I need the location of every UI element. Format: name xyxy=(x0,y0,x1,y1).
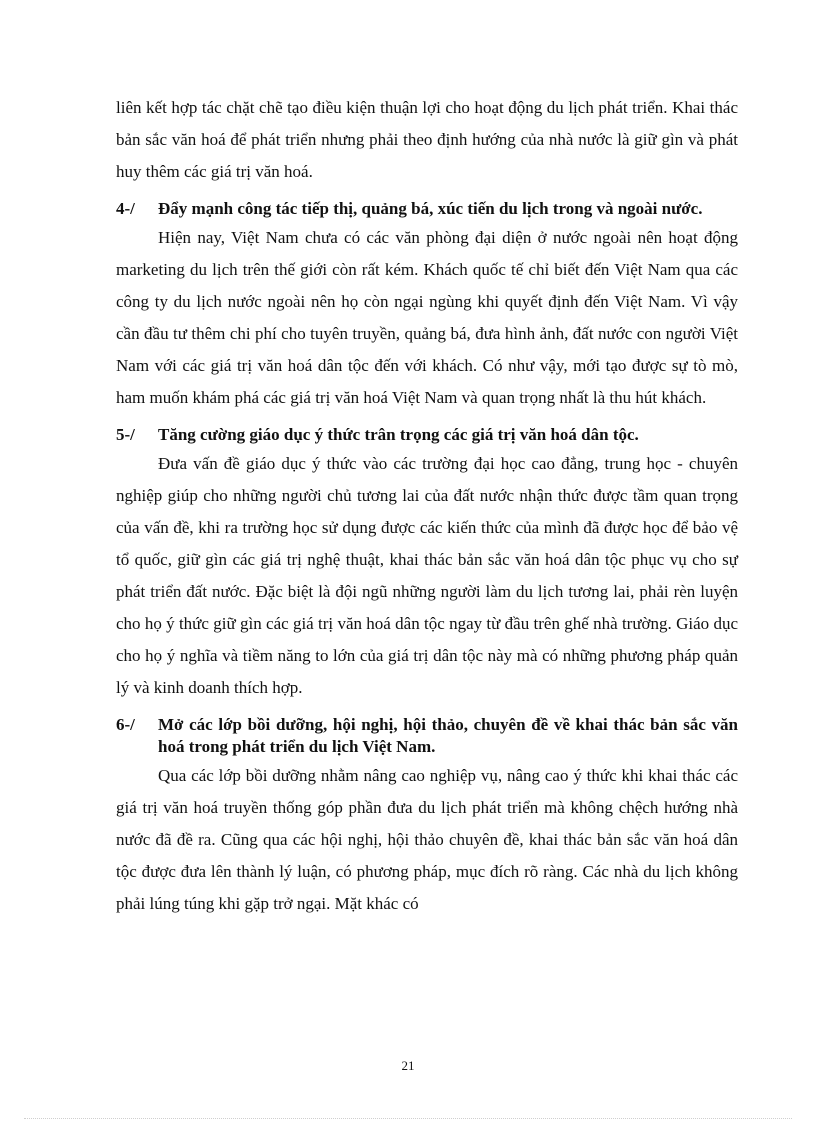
section-body-5: Đưa vấn đề giáo dục ý thức vào các trường đại học cao đẳng, trung học - chuyên nghiệp giúp cho những người chủ tương lai của đất nước nhận thức được tầm quan trọng của vấn đề, khi ra trường học sử dụng được các kiến thức của mình đã được học để bảo vệ tổ quốc, giữ gìn các giá trị nghệ thuật, khai thác bản sắc văn hoá dân tộc phục vụ cho sự phát triển đất nước. Đặc biệt là đội ngũ những người làm du lịch tương lai, phải rèn luyện cho họ ý thức giữ gìn các giá trị văn hoá dân tộc ngay từ đầu trên ghế nhà trường. Giáo dục cho họ ý nghĩa và tiềm năng to lớn của giá trị dân tộc này mà có những phương pháp quản lý và kinh doanh thích hợp. xyxy=(116,454,738,697)
section-heading-5 xyxy=(116,424,738,446)
page-content xyxy=(116,92,738,920)
section-title: Mở các lớp bồi dưỡng, hội nghị, hội thảo, chuyên đề về khai thác bản sắc văn hoá trong phát triển du lịch Việt Nam. xyxy=(158,715,738,756)
section-title: Tăng cường giáo dục ý thức trân trọng các giá trị văn hoá dân tộc. xyxy=(158,425,639,444)
section-number: 5-/ xyxy=(116,425,135,444)
section-heading-6 xyxy=(116,714,738,758)
page-bottom-divider xyxy=(24,1118,792,1119)
section-heading-4 xyxy=(116,198,738,220)
section-number: 6-/ xyxy=(116,715,135,734)
section-body-4: Hiện nay, Việt Nam chưa có các văn phòng đại diện ở nước ngoài nên hoạt động marketing du lịch trên thế giới còn rất kém. Khách quốc tế chỉ biết đến Việt Nam qua các công ty du lịch nước ngoài nên họ còn ngại ngùng khi quyết định đến Việt Nam. Vì vậy cần đầu tư thêm chi phí cho tuyên truyền, quảng bá, đưa hình ảnh, đất nước con người Việt Nam với các giá trị văn hoá dân tộc đến với khách. Có như vậy, mới tạo được sự tò mò, ham muốn khám phá các giá trị văn hoá Việt Nam và quan trọng nhất là thu hút khách. xyxy=(116,228,738,407)
section-title: Đẩy mạnh công tác tiếp thị, quảng bá, xúc tiến du lịch trong và ngoài nước. xyxy=(158,199,703,218)
page-number: 21 xyxy=(401,1058,415,1073)
section-number: 4-/ xyxy=(116,199,135,218)
section-body-6: Qua các lớp bồi dưỡng nhằm nâng cao nghiệp vụ, nâng cao ý thức khi khai thác các giá trị văn hoá truyền thống góp phần đưa du lịch phát triển mà không chệch hướng nhà nước đã đề ra. Cũng qua các hội nghị, hội thảo chuyên đề, khai thác bản sắc văn hoá dân tộc được đưa lên thành lý luận, có phương pháp, mục đích rõ ràng. Các nhà du lịch không phải lúng túng khi gặp trở ngại. Mặt khác có xyxy=(116,766,738,913)
intro-paragraph: liên kết hợp tác chặt chẽ tạo điều kiện thuận lợi cho hoạt động du lịch phát triển. Khai thác bản sắc văn hoá để phát triển nhưng phải theo định hướng của nhà nước là giữ gìn và phát huy thêm các giá trị văn hoá. xyxy=(116,98,738,181)
